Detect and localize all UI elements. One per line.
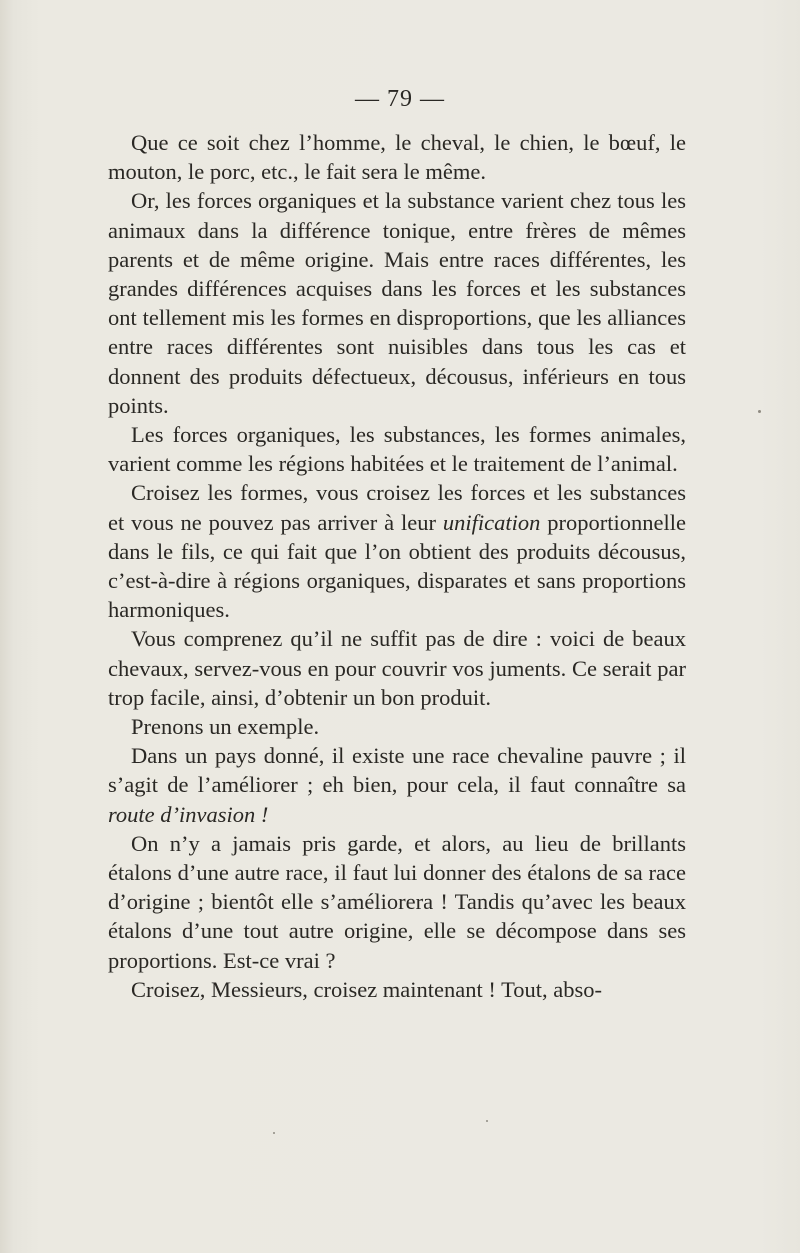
text-run: Vous comprenez qu’il ne suffit pas de dire : voici de beaux chevaux, servez-vous en pour couvrir vos juments. Ce serait par trop facile, ainsi, d’obtenir un bon produit. <box>108 626 686 710</box>
text-run: Or, les forces organiques et la substance varient chez tous les animaux dans la différence tonique, entre frères de mêmes parents et de même origine. Mais entre races différentes, les grandes différences acquises dans les forces et les substances ont tellement mis les formes en disproportions, que les alliances entre races différentes sont nuisibles dans tous les cas et donnent des produits défectueux, décousus, inférieurs en tous points. <box>108 188 686 418</box>
paragraph <box>108 975 686 1004</box>
paper-speck <box>273 1132 275 1134</box>
paragraph <box>108 128 686 186</box>
text-run: proportionnelle dans le fils, ce qui fait que l’on obtient des produits décousus, c’est-à-dire à régions organiques, disparates et sans proportions harmoniques. <box>108 509 686 623</box>
text-run: Les forces organiques, les substances, les formes animales, varient comme les régions habitées et le traitement de l’animal. <box>108 422 686 477</box>
paragraph <box>108 478 686 624</box>
paragraph <box>108 829 686 975</box>
paragraph <box>108 186 686 420</box>
text-run: Croisez les formes, vous croisez les forces et les substances et vous ne pouvez pas arriver à leur <box>108 480 686 535</box>
paper-speck <box>758 410 761 413</box>
text-run: Croisez, Messieurs, croisez maintenant ! Tout, abso- <box>131 976 603 1002</box>
text-run: Dans un pays donné, il existe une race chevaline pauvre ; il s’agit de l’améliorer ; eh bien, pour cela, il faut connaître sa <box>108 743 686 798</box>
italic-term: route d’invasion ! <box>108 801 269 827</box>
text-run: On n’y a jamais pris garde, et alors, au lieu de brillants étalons d’une autre race, il faut lui donner des étalons de sa race d’origine ; bientôt elle s’améliorera ! Tandis qu’avec les beaux étalons d’une tout autre origine, elle se décompose dans ses proportions. Est-ce vrai ? <box>108 830 686 973</box>
text-run: Que ce soit chez l’homme, le cheval, le chien, le bœuf, le mouton, le porc, etc., le fait sera le même. <box>108 130 686 185</box>
paragraph <box>108 712 686 741</box>
paragraph <box>108 624 686 712</box>
paragraph <box>108 420 686 478</box>
paper-speck <box>486 1120 488 1122</box>
italic-term: unification <box>442 509 541 535</box>
page-number: — 79 — <box>355 86 445 112</box>
body-text <box>108 128 686 1004</box>
paragraph <box>108 741 686 829</box>
text-run: Prenons un exemple. <box>131 714 320 740</box>
